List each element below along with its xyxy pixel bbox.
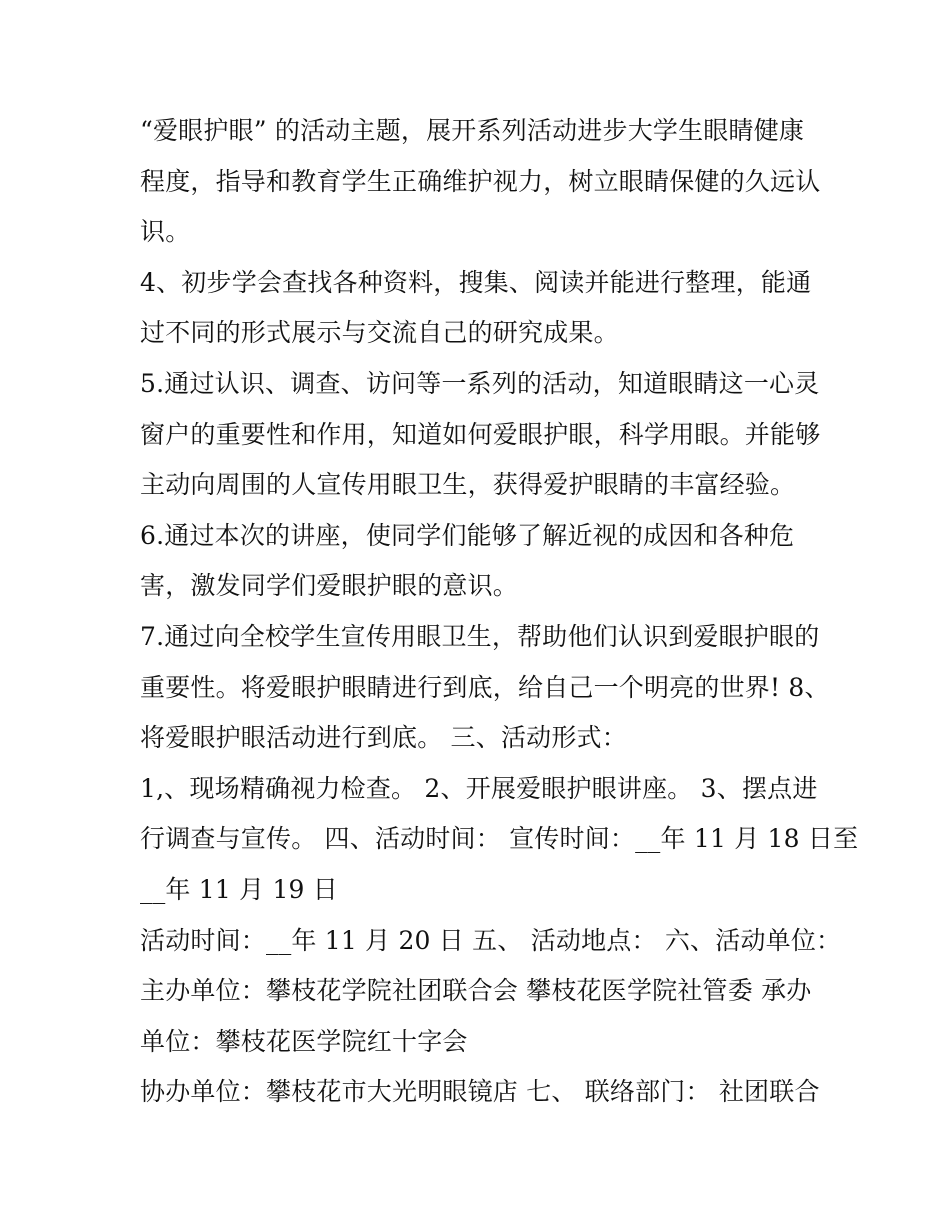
text-line: 窗户的重要性和作用，知道如何爱眼护眼，科学用眼。并能够 bbox=[140, 419, 821, 449]
text-line: 行调查与宣传。 四、活动时间： 宣传时间：__年 11 月 18 日至 bbox=[140, 824, 859, 854]
text-line: __年 11 月 19 日 bbox=[140, 874, 339, 904]
text-line: 协办单位：攀枝花市大光明眼镜店 七、 联络部门： 社团联合 bbox=[140, 1077, 820, 1107]
text-line: 4、初步学会查找各种资料，搜集、阅读并能进行整理，能通 bbox=[140, 267, 812, 297]
text-line: 识。 bbox=[140, 217, 191, 247]
text-line: 重要性。将爱眼护眼睛进行到底，给自己一个明亮的世界! 8、 bbox=[140, 672, 830, 702]
text-line: 将爱眼护眼活动进行到底。 三、活动形式： bbox=[140, 723, 627, 753]
document-body bbox=[140, 106, 859, 1118]
text-line: 过不同的形式展示与交流自己的研究成果。 bbox=[140, 318, 619, 348]
text-line: 害，激发同学们爱眼护眼的意识。 bbox=[140, 571, 519, 601]
text-line: 程度，指导和教育学生正确维护视力，树立眼睛保健的久远认 bbox=[140, 166, 821, 196]
text-line: 7.通过向全校学生宣传用眼卫生，帮助他们认识到爱眼护眼的 bbox=[140, 621, 820, 651]
text-line: 主动向周围的人宣传用眼卫生，获得爱护眼睛的丰富经验。 bbox=[140, 470, 796, 500]
text-line: “爱眼护眼” 的活动主题，展开系列活动进步大学生眼睛健康 bbox=[140, 116, 805, 145]
text-line: 6.通过本次的讲座，使同学们能够了解近视的成因和各种危 bbox=[140, 520, 795, 550]
text-line: 主办单位：攀枝花学院社团联合会 攀枝花医学院社管委 承办 bbox=[140, 976, 812, 1006]
text-line: 单位：攀枝花医学院红十字会 bbox=[140, 1026, 468, 1056]
text-line: 活动时间：__年 11 月 20 日 五、 活动地点： 六、活动单位： bbox=[140, 925, 842, 955]
text-line: 1,、现场精确视力检查。 2、开展爱眼护眼讲座。 3、摆点进 bbox=[140, 773, 818, 803]
text-line: 5.通过认识、调查、访问等一系列的活动，知道眼睛这一心灵 bbox=[140, 368, 820, 398]
